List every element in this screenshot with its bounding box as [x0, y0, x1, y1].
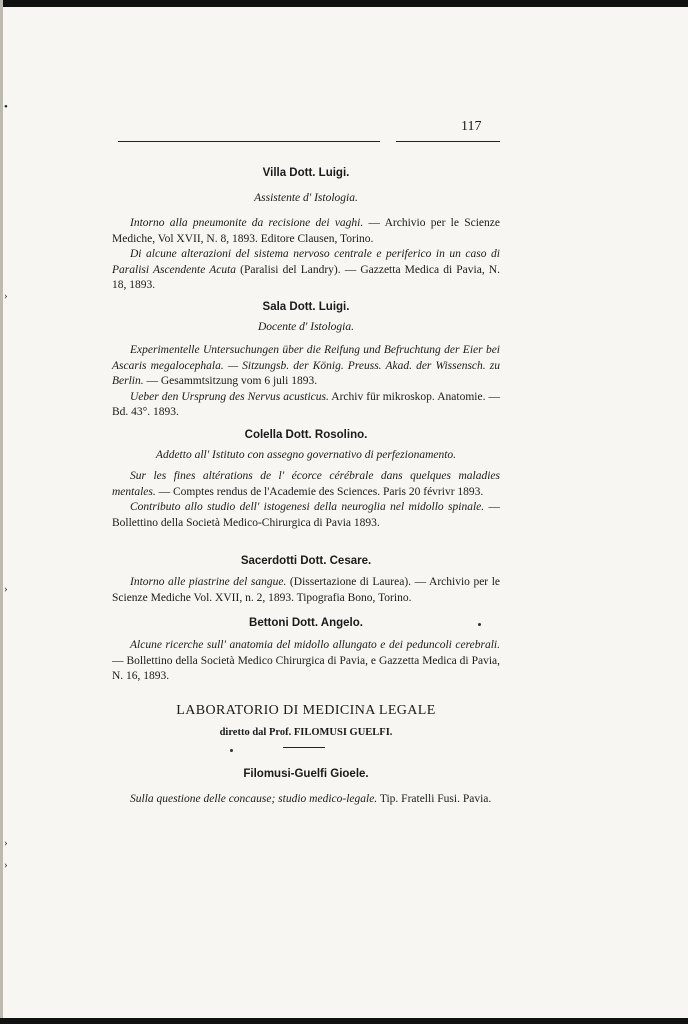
bibliography-entry: Sur les fines altérations de l' écorce cérébrale dans quelques maladies mentales. — Comptes rendus de l'Academie des Sciences. Paris 20 févrivr 1893. — [112, 470, 500, 498]
bibliography-entry: Contributo allo studio dell' istogenesi della neuroglia nel midollo spinale. — Bollettino della Società Medico-Chirurgica di Pavia 1893. — [112, 501, 500, 529]
margin-mark: › — [4, 583, 8, 595]
author-heading: Sala Dott. Luigi. — [262, 301, 350, 313]
scan-left-edge — [0, 0, 3, 1024]
bibliography-block — [112, 216, 500, 294]
bibliography-entry: Di alcune alterazioni del sistema nervoso centrale e periferico in un caso di Paralisi Ascendente Acuta (Paralisi del Landry). — Gazzetta Medica di Pavia, N. 18, 1893. — [112, 248, 500, 291]
laboratory-subtitle: diretto dal Prof. FILOMUSI GUELFI. — [219, 727, 393, 738]
bibliography-entry: Intorno alla pneumonite da recisione dei vaghi. — Archivio per le Scienze Mediche, Vol XVII, N. 8, 1893. Editore Clausen, Torino. — [112, 217, 500, 245]
bibliography-block — [112, 792, 500, 808]
author-heading: Sacerdotti Dott. Cesare. — [240, 555, 372, 567]
bibliography-entry: Intorno alle piastrine del sangue. (Dissertazione di Laurea). — Archivio per le Scienze Mediche Vol. XVII, n. 2, 1893. Tipografia Bono, Torino. — [112, 576, 500, 604]
author-role: Assistente d' Istologia. — [254, 192, 358, 204]
author-heading: Villa Dott. Luigi. — [262, 167, 350, 179]
margin-mark: • — [4, 101, 8, 113]
margin-mark: › — [4, 837, 8, 849]
bibliography-entry: Ueber den Ursprung des Nervus acusticus. Archiv für mikroskop. Anatomie. — Bd. 43°. 1893. — [112, 390, 500, 418]
bibliography-entry: Alcune ricerche sull' anatomia del midollo allungato e dei peduncoli cerebrali. — Bollettino della Società Medico Chirurgica di Pavia, e Gazzetta Medica di Pavia, N. 16, 1893. — [112, 639, 500, 682]
bibliography-block — [112, 343, 500, 421]
section-rule — [283, 747, 325, 748]
print-speck — [230, 749, 233, 752]
author-heading: Filomusi-Guelfi Gioele. — [243, 768, 369, 780]
bibliography-block — [112, 638, 500, 685]
author-role: Docente d' Istologia. — [257, 321, 355, 333]
print-speck — [478, 623, 481, 626]
bibliography-block — [112, 575, 500, 606]
author-role: Addetto all' Istituto con assegno governativo di perfezionamento. — [155, 449, 457, 461]
bibliography-block — [112, 469, 500, 531]
scan-bottom-edge — [0, 1018, 688, 1024]
author-heading: Colella Dott. Rosolino. — [244, 429, 368, 441]
laboratory-title: LABORATORIO DI MEDICINA LEGALE — [176, 703, 436, 718]
author-heading: Bettoni Dott. Angelo. — [249, 617, 363, 629]
scan-top-edge — [0, 0, 688, 7]
margin-mark: › — [4, 859, 8, 871]
header-rule — [118, 141, 380, 142]
page-number: 117 — [461, 119, 482, 134]
header-rule — [396, 141, 500, 142]
margin-mark: › — [4, 290, 8, 302]
bibliography-entry: Sulla questione delle concause; studio medico-legale. Tip. Fratelli Fusi. Pavia. — [130, 793, 492, 805]
bibliography-entry: Experimentelle Untersuchungen über die Reifung und Befruchtung der Eier bei Ascaris megalocephala. — Sitzungsb. der König. Preuss. Akad. der Wissensch. zu Berlin. — Gesammtsitzung vom 6 juli 1893. — [112, 344, 500, 387]
